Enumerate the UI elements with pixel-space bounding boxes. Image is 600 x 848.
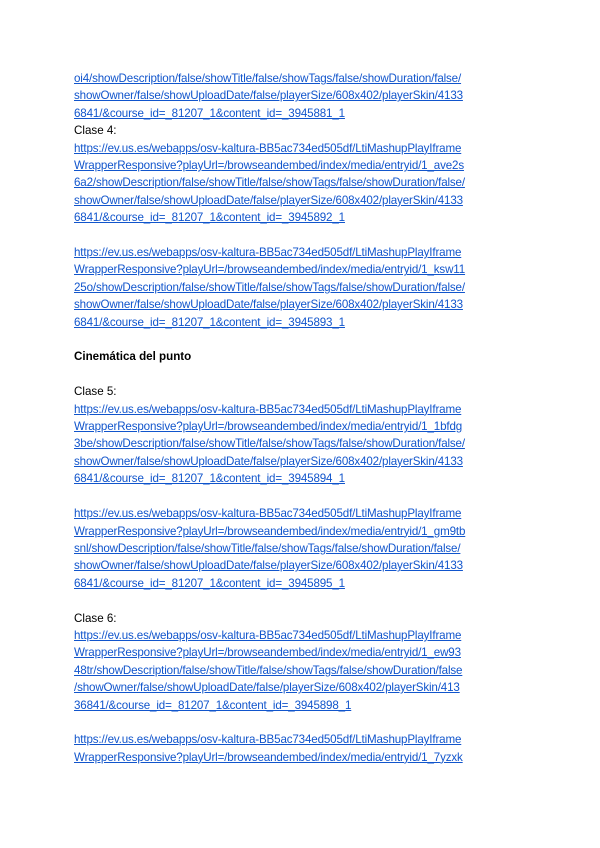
video-link-clase4-1[interactable] [74, 140, 534, 227]
video-link-clase6-1[interactable] [74, 627, 534, 714]
video-link-line[interactable]: WrapperResponsive?playUrl=/browseandembed/index/media/entryid/1_ksw11 [74, 263, 466, 277]
video-link-line[interactable]: https://ev.us.es/webapps/osv-kaltura-BB5ac734ed505df/LtiMashupPlayIframe [74, 628, 462, 642]
video-link-line[interactable]: 6841/&course_id=_81207_1&content_id=_3945892_1 [74, 211, 345, 225]
video-link-clase5-1[interactable] [74, 401, 534, 488]
video-link-line[interactable]: 6841/&course_id=_81207_1&content_id=_3945881_1 [74, 106, 345, 120]
paragraph-gap [74, 488, 534, 505]
video-link-line[interactable]: /showOwner/false/showUploadDate/false/playerSize/608x402/playerSkin/413 [74, 681, 460, 695]
video-link-line[interactable]: WrapperResponsive?playUrl=/browseandembed/index/media/entryid/1_1bfdg [74, 420, 463, 434]
video-link-line[interactable]: https://ev.us.es/webapps/osv-kaltura-BB5ac734ed505df/LtiMashupPlayIframe [74, 402, 462, 416]
video-link-line[interactable]: https://ev.us.es/webapps/osv-kaltura-BB5ac734ed505df/LtiMashupPlayIframe [74, 733, 462, 747]
clase-6-label: Clase 6: [74, 611, 117, 625]
paragraph-gap [74, 331, 534, 348]
video-link-line[interactable]: WrapperResponsive?playUrl=/browseandembed/index/media/entryid/1_gm9tb [74, 524, 466, 538]
video-link-line[interactable]: showOwner/false/showUploadDate/false/playerSize/608x402/playerSkin/4133 [74, 193, 463, 207]
paragraph-gap [74, 714, 534, 731]
video-link-line[interactable]: WrapperResponsive?playUrl=/browseandembed/index/media/entryid/1_ave2s [74, 159, 464, 173]
video-link-line[interactable]: 6841/&course_id=_81207_1&content_id=_3945895_1 [74, 576, 345, 590]
paragraph-gap [74, 592, 534, 609]
video-link-line[interactable]: 25o/showDescription/false/showTitle/false/showTags/false/showDuration/false/ [74, 280, 465, 294]
video-link-line[interactable]: https://ev.us.es/webapps/osv-kaltura-BB5ac734ed505df/LtiMashupPlayIframe [74, 507, 462, 521]
paragraph-gap [74, 366, 534, 383]
document-body [74, 70, 534, 766]
video-link-line[interactable]: showOwner/false/showUploadDate/false/playerSize/608x402/playerSkin/4133 [74, 89, 463, 103]
clase-4-label: Clase 4: [74, 124, 117, 138]
section-heading: Cinemática del punto [74, 350, 192, 364]
video-link-line[interactable]: oi4/showDescription/false/showTitle/false/showTags/false/showDuration/false/ [74, 72, 462, 85]
video-link-line[interactable]: showOwner/false/showUploadDate/false/playerSize/608x402/playerSkin/4133 [74, 454, 463, 468]
video-link-line[interactable]: showOwner/false/showUploadDate/false/playerSize/608x402/playerSkin/4133 [74, 298, 463, 312]
video-link-line[interactable]: showOwner/false/showUploadDate/false/playerSize/608x402/playerSkin/4133 [74, 559, 463, 573]
video-link-clase3-continuation[interactable] [74, 70, 534, 122]
video-link-line[interactable]: 6841/&course_id=_81207_1&content_id=_3945893_1 [74, 315, 345, 329]
video-link-clase6-2[interactable] [74, 731, 534, 766]
video-link-line[interactable]: 6a2/showDescription/false/showTitle/false/showTags/false/showDuration/false/ [74, 176, 465, 190]
video-link-line[interactable]: WrapperResponsive?playUrl=/browseandembed/index/media/entryid/1_ew93 [74, 646, 461, 660]
video-link-line[interactable]: 36841/&course_id=_81207_1&content_id=_3945898_1 [74, 698, 352, 712]
video-link-line[interactable]: 3be/showDescription/false/showTitle/false/showTags/false/showDuration/false/ [74, 437, 465, 451]
video-link-line[interactable]: snl/showDescription/false/showTitle/false/showTags/false/showDuration/false/ [74, 541, 461, 555]
video-link-clase5-2[interactable] [74, 505, 534, 592]
paragraph-gap [74, 227, 534, 244]
video-link-line[interactable]: WrapperResponsive?playUrl=/browseandembed/index/media/entryid/1_7yzxk [74, 750, 463, 764]
video-link-line[interactable]: https://ev.us.es/webapps/osv-kaltura-BB5ac734ed505df/LtiMashupPlayIframe [74, 246, 462, 260]
video-link-line[interactable]: https://ev.us.es/webapps/osv-kaltura-BB5ac734ed505df/LtiMashupPlayIframe [74, 141, 462, 155]
clase-5-label: Clase 5: [74, 385, 117, 399]
video-link-clase4-2[interactable] [74, 244, 534, 331]
video-link-line[interactable]: 48tr/showDescription/false/showTitle/false/showTags/false/showDuration/false [74, 663, 463, 677]
video-link-line[interactable]: 6841/&course_id=_81207_1&content_id=_3945894_1 [74, 472, 345, 486]
